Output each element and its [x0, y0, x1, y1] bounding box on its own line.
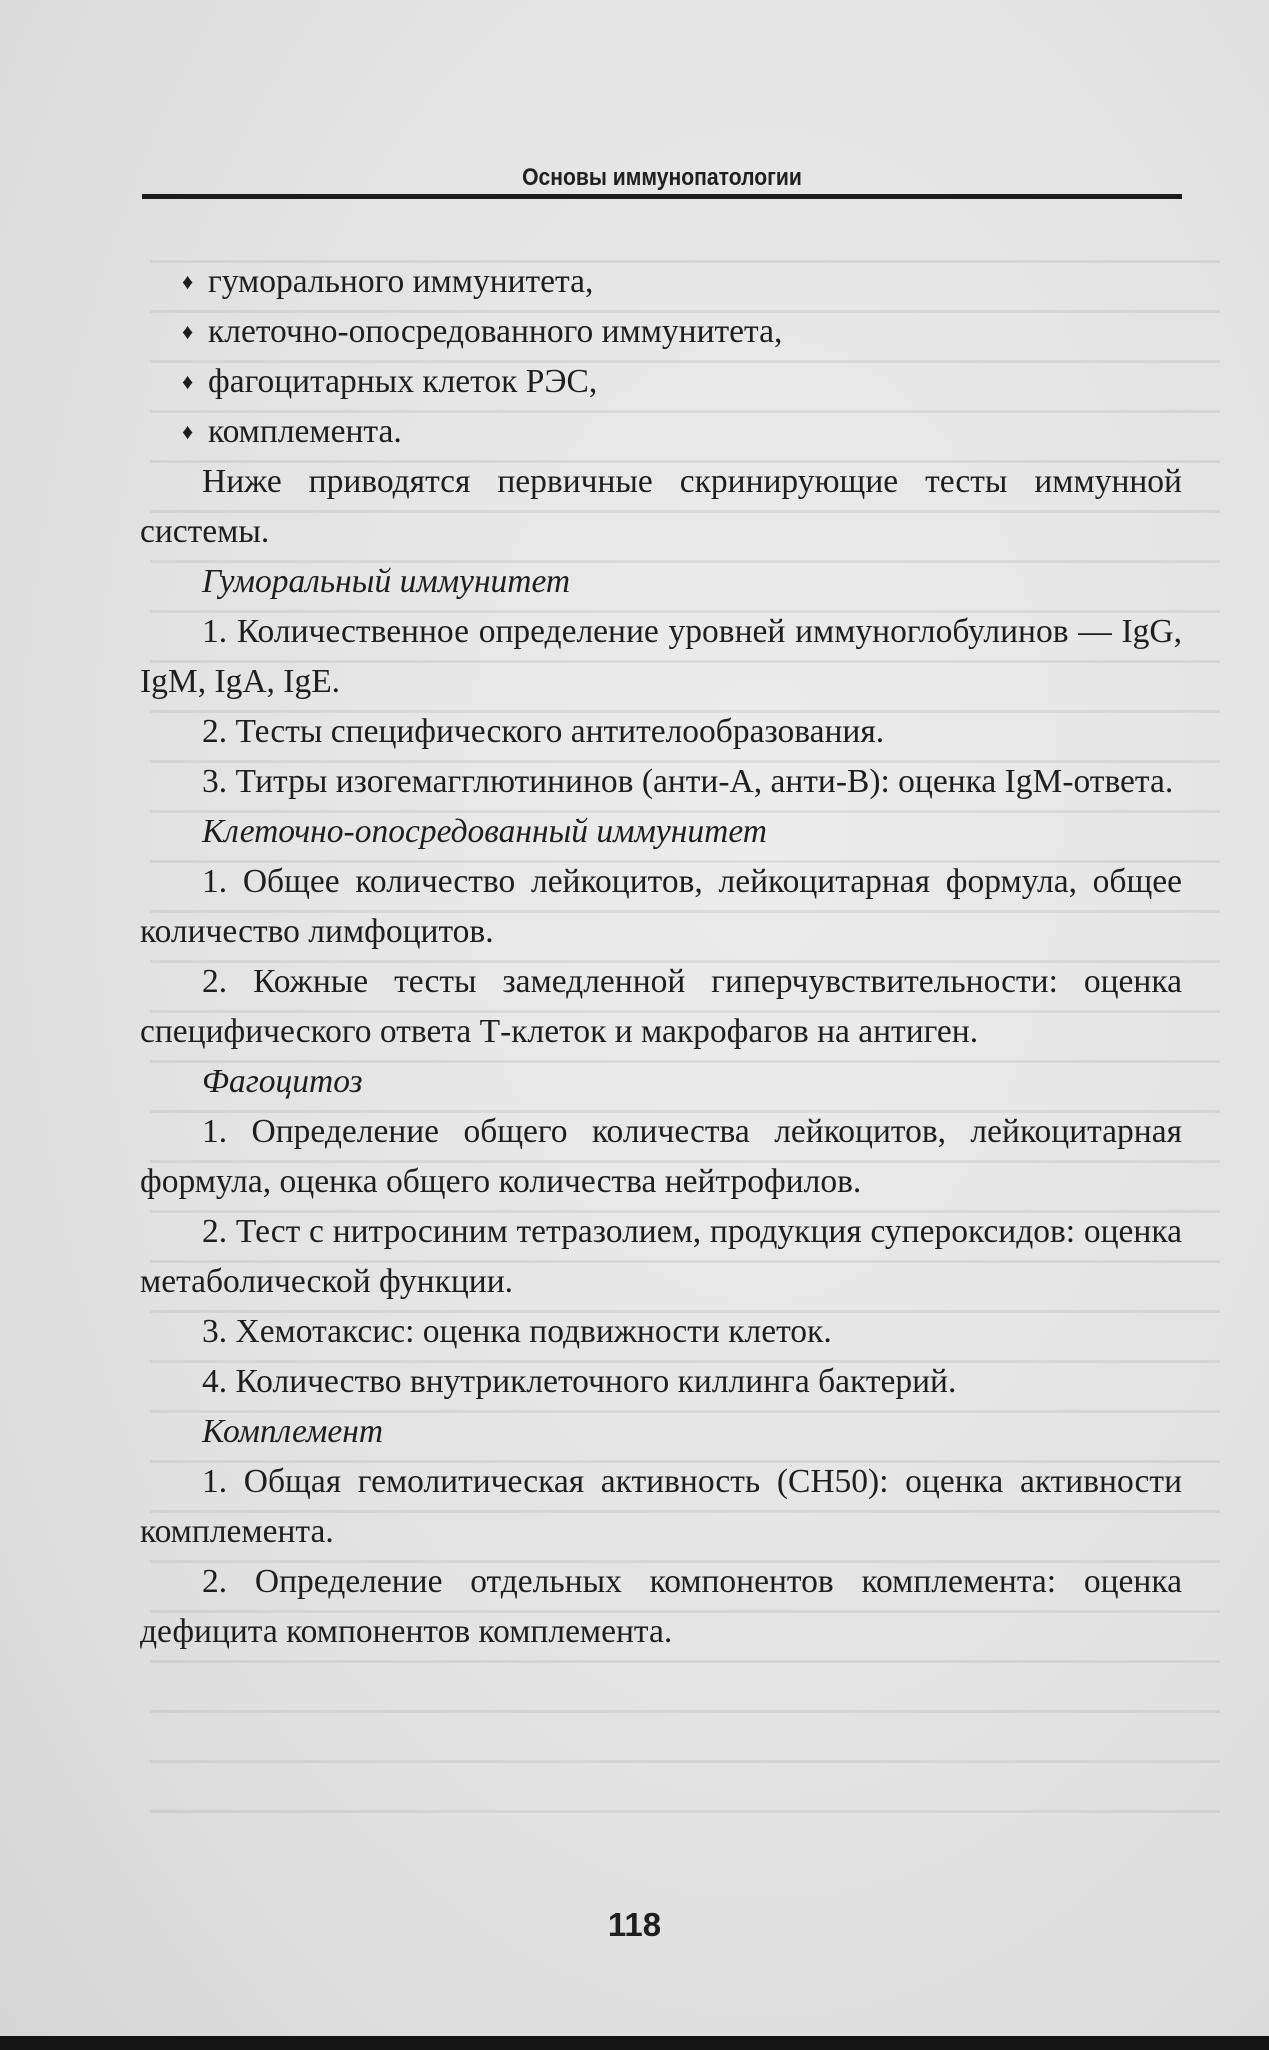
- header-rule: [142, 194, 1182, 199]
- list-item-text: комплемента.: [208, 413, 402, 450]
- page-number: 118: [607, 1906, 662, 1943]
- numbered-item: 1. Общее количество лейкоцитов, лейкоцитарная формула, общее количество лимфоцитов.: [140, 863, 1182, 950]
- running-title: Основы иммунопатологии: [522, 164, 802, 191]
- list-item: [140, 257, 1182, 307]
- list-item: [140, 357, 1182, 407]
- section-heading-humoral: Гуморальный иммунитет: [202, 563, 571, 600]
- numbered-item: 1. Определение общего количества лейкоцитов, лейкоцитарная формула, оценка общего количества нейтрофилов.: [140, 1113, 1182, 1200]
- list-item: [140, 307, 1182, 357]
- list-item: [140, 407, 1182, 457]
- numbered-item: 1. Количественное определение уровней иммуноглобулинов — IgG, IgM, IgA, IgE.: [140, 613, 1182, 700]
- numbered-item: 2. Тест с нитросиним тетразолием, продукция супероксидов: оценка метаболической функции.: [140, 1213, 1182, 1300]
- main-text: [140, 257, 1182, 1657]
- intro-paragraph: Ниже приводятся первичные скринирующие тесты иммунной системы.: [140, 463, 1182, 550]
- diamond-bullet-icon: ♦: [182, 319, 194, 344]
- numbered-item: 2. Тесты специфического антителообразования.: [202, 713, 885, 750]
- numbered-item: 2. Определение отдельных компонентов комплемента: оценка дефицита компонентов комплемента.: [140, 1563, 1182, 1650]
- numbered-item: 3. Хемотаксис: оценка подвижности клеток.: [202, 1313, 832, 1350]
- diamond-bullet-icon: ♦: [182, 419, 194, 444]
- section-heading-phagocytosis: Фагоцитоз: [202, 1063, 363, 1100]
- numbered-item: 4. Количество внутриклеточного киллинга бактерий.: [202, 1363, 957, 1400]
- diamond-bullet-icon: ♦: [182, 369, 194, 394]
- section-heading-cellular: Клеточно-опосредованный иммунитет: [202, 813, 767, 850]
- diamond-bullet-icon: ♦: [182, 269, 194, 294]
- numbered-item: 2. Кожные тесты замедленной гиперчувствительности: оценка специфического ответа Т-клеток и макрофагов на антиген.: [140, 963, 1182, 1050]
- list-item-text: клеточно-опосредованного иммунитета,: [208, 313, 783, 350]
- scan-bottom-edge: [0, 2036, 1269, 2050]
- section-heading-complement: Комплемент: [202, 1413, 384, 1450]
- list-item-text: гуморального иммунитета,: [208, 263, 594, 300]
- numbered-item: 1. Общая гемолитическая активность (СН50): оценка активности комплемента.: [140, 1463, 1182, 1550]
- numbered-item: 3. Титры изогемагглютининов (анти-А, анти-В): оценка IgM-ответа.: [202, 763, 1174, 800]
- list-item-text: фагоцитарных клеток РЭС,: [208, 363, 598, 400]
